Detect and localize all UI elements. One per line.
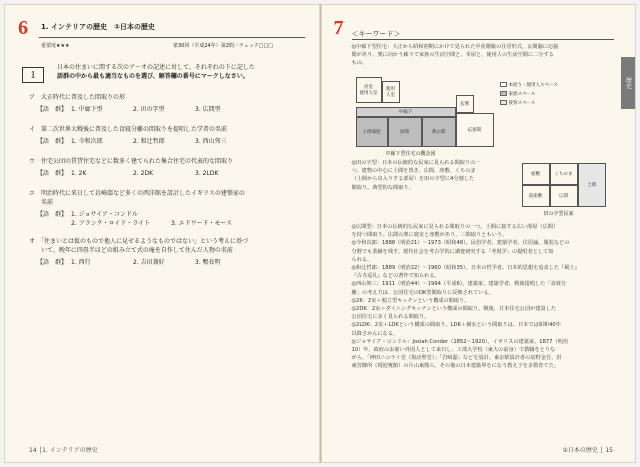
side-tab: 歴史 [621, 57, 635, 109]
question-label: オ [29, 238, 36, 245]
keyword-line: がら、「神田ニコライ堂（復活聖堂）」「岩崎邸」などを設計。東京駅設計者の辰野金吾、旧 [351, 355, 562, 362]
question-label: エ [29, 190, 36, 197]
right-page [321, 4, 637, 463]
choice: 3. 鴨長明 [195, 259, 221, 266]
plan-caption: 中廊下型住宅の概念図 [385, 151, 436, 157]
question-text: 「住まいとは仮のもので他人に見せるようなものではない」という考えに基づ [41, 238, 249, 245]
instruction [57, 63, 313, 81]
keyword-line: ◎2LDK：2室＋LDKという構成の間取り。LDK＋個室という間取りは、日本では昭和40年 [351, 322, 561, 329]
legend-item [500, 81, 558, 90]
keywords-mid [352, 159, 518, 192]
keyword-line: 公団住宅に多く見られる間取り。 [351, 314, 430, 321]
keyword-line: ◎和辻哲郎：1889（明治22）～1960（昭和35）。日本の哲学者。日本的思想を追求した『風土』 [351, 265, 580, 272]
choice: 2. フランク・ロイド・ライト [71, 220, 151, 227]
left-page [4, 4, 320, 463]
keyword-line: 10）年、政府のお雇い外国人として来日し、工部大学校（東大の前身）で教職をとりな [351, 347, 556, 354]
plan-cell: 玄関 [456, 95, 474, 113]
book-spread [4, 4, 636, 463]
plan-cell: 広間 [550, 185, 578, 207]
question-i [29, 125, 309, 146]
plan-cell: 居室 使用人室 [356, 77, 382, 103]
plan-cell: 土間 [578, 163, 606, 207]
group-label: 【語 群】 [37, 106, 68, 113]
question-e [29, 189, 309, 228]
page-marker-7: 7 [333, 17, 344, 39]
plan-cell: 茶の間 [422, 117, 456, 147]
keyword-line: 東宮御所（現迎賓館）の片山東熊ら、その後の日本建築界をになう教え子を多数育てた。 [351, 363, 560, 370]
legend-label: 本屋り・使用人スペース [508, 83, 558, 88]
plan-caption: 田の字型民家 [543, 211, 574, 217]
question-o [29, 237, 313, 267]
keyword-line: つ。建物の中心に土間を置き、広間、座敷、くちのま [351, 168, 476, 175]
choice: 2. 田の字型 [133, 106, 165, 113]
keyword-line: 以降さかんになる。 [351, 330, 399, 337]
keyword-line: ◎2DK：2室＋ダイニングキッチンという構成の間取り。戦後、日本住宅公団が建設した [351, 306, 556, 313]
question-u [29, 157, 309, 178]
legend-item [500, 99, 558, 108]
choice: 1. 今和次郎 [71, 138, 103, 145]
keyword-line: ◎西山夘三：1911（明治44）～1994（平成6）。建築家、建築学者。戦後提唱した「食寝分 [351, 281, 567, 288]
keyword-line: 『古寺巡礼』などの著作で知られる。 [351, 273, 440, 280]
question-text: いて、晩年に四畳半ほどの組み立て式の庵を自作して住んだ人物の名前 [41, 247, 233, 254]
keyword-line: 離」の考え方は、公団住宅のDK型間取りに反映されている。 [351, 289, 494, 296]
page-marker-6: 6 [18, 17, 28, 39]
keyword-line: を持つ間取り。広間の奥に寝室と座敷があり、三間取りともいう。 [351, 232, 508, 239]
instruction-line: 語群の中から最も適当なものを選び、解答欄の番号にマークしなさい。 [57, 73, 249, 80]
page-title: 1. インテリアの歴史 ①日本の歴史 [41, 23, 155, 31]
plan-legend [500, 81, 558, 108]
choice: 1. 中廊下型 [71, 106, 103, 113]
title-rule [39, 37, 305, 38]
group-label: 【語 群】 [37, 138, 68, 145]
question-number-box: 1 [22, 67, 44, 83]
plan-cell: 座敷 [522, 163, 550, 185]
keyword-rule [352, 39, 614, 40]
plan-cell: 使用 人室 [382, 81, 400, 103]
plan-cell: 前座敷 [522, 185, 550, 207]
question-label: イ [29, 126, 36, 133]
group-label: 【語 群】 [37, 211, 68, 218]
keyword-line: ◎田の字型：日本の伝統的な民家に見られる間取りの一 [351, 160, 481, 166]
choice: 3. 西山夘三 [195, 138, 227, 145]
keyword-line: ◎ジョサイア・コンドル：Josiah Conder（1852～1920）。イギリスの建築家。1877（明治 [351, 338, 569, 345]
question-text: 明治時代に来日して岩崎邸など多くの西洋館を設計したイギリスの建築家の [41, 190, 245, 197]
tanoji-plan [522, 163, 608, 223]
choice: 2. 和辻哲郎 [133, 138, 165, 145]
plan-cell: 居間 [388, 117, 422, 147]
left-footer: 14 │1. インテリアの歴史 [29, 447, 98, 454]
keyword-line: 間取り。典型的な間取り。 [351, 184, 414, 191]
question-label: ア [29, 94, 36, 101]
keyword-line: ◎中廊下型住宅：大正から昭和初期にかけて見られた中産階級の住居形式。玄関脇に応接 [351, 44, 559, 50]
keyword-line: （土間から出入りする部屋）を田の字型に4分割した [351, 176, 475, 183]
group-label: 【語 群】 [37, 170, 68, 177]
exam-reference: 第30回（平成24年）第2問／チェック□□□ [173, 43, 273, 49]
plan-corridor: 中廊下 [356, 107, 456, 117]
plan-cell: 応接間 [456, 113, 494, 147]
choice: 3. エドワード・モース [171, 220, 233, 227]
plan-cell: くちのま [550, 163, 578, 185]
keyword-line: 分野でも業績を残す。現代社会を考古学的に調査研究する「考現学」の提唱者として知 [351, 248, 554, 255]
keywords-bottom [352, 223, 622, 371]
keyword-line: 間があり、奥に向かう廊下で家族の生活空間と、本屋と、使用人の生活空間に二分する [351, 52, 554, 59]
question-label: ウ [29, 158, 36, 165]
question-text: 大正時代に普及した間取りの形 [41, 94, 126, 101]
legend-label: 家族スペース [508, 92, 536, 97]
keyword-line: もの。 [351, 60, 367, 67]
question-text: 住宅公団の賃貸住宅などに数多く建てられた集合住宅の代表的な間取り [41, 158, 234, 165]
question-a [29, 93, 309, 114]
choice: 1. 西行 [71, 259, 91, 266]
legend-label: 接客スペース [508, 101, 536, 106]
keyword-line: ◎広間型：日本の伝統的な民家に見られる間取りの一つ。土間に接する広い部屋（広間） [351, 224, 559, 230]
group-label: 【語 群】 [37, 259, 68, 266]
keyword-line: られる。 [351, 256, 373, 263]
right-footer: ①日本の歴史 │ 15 [562, 447, 613, 454]
question-text: 名前 [41, 199, 54, 206]
keyword-line: ◎今和次郎：1888（明治21）～1973（昭和48）。民俗学者、建築学者。住居論、服装などの [351, 240, 570, 247]
difficulty: 重要度★★★ [41, 43, 70, 49]
choice: 2. 2DK [133, 170, 154, 177]
choice: 2. 吉田兼好 [133, 259, 165, 266]
choice: 3. 2LDK [195, 170, 219, 177]
legend-item [500, 90, 558, 99]
instruction-line: 日本の住まいに関する次のア～オの記述に対して、それぞれの下に記した [57, 64, 255, 71]
question-text: 第二次世界大戦後に普及した食寝分離の間取りを提唱した学者の名前 [41, 126, 228, 133]
corridor-plan [356, 77, 496, 161]
keyword-header: ＜キーワード＞ [351, 30, 401, 38]
choice: 3. 広間型 [195, 106, 221, 113]
choice: 1. 2K [71, 170, 87, 177]
plan-cell: 子供部屋 [356, 117, 388, 147]
keyword-line: ◎2K：2室＋独立型キッチンという構成の間取り。 [351, 297, 470, 304]
choice: 1. ジョサイア・コンドル [71, 211, 138, 218]
keywords-top [352, 43, 618, 68]
